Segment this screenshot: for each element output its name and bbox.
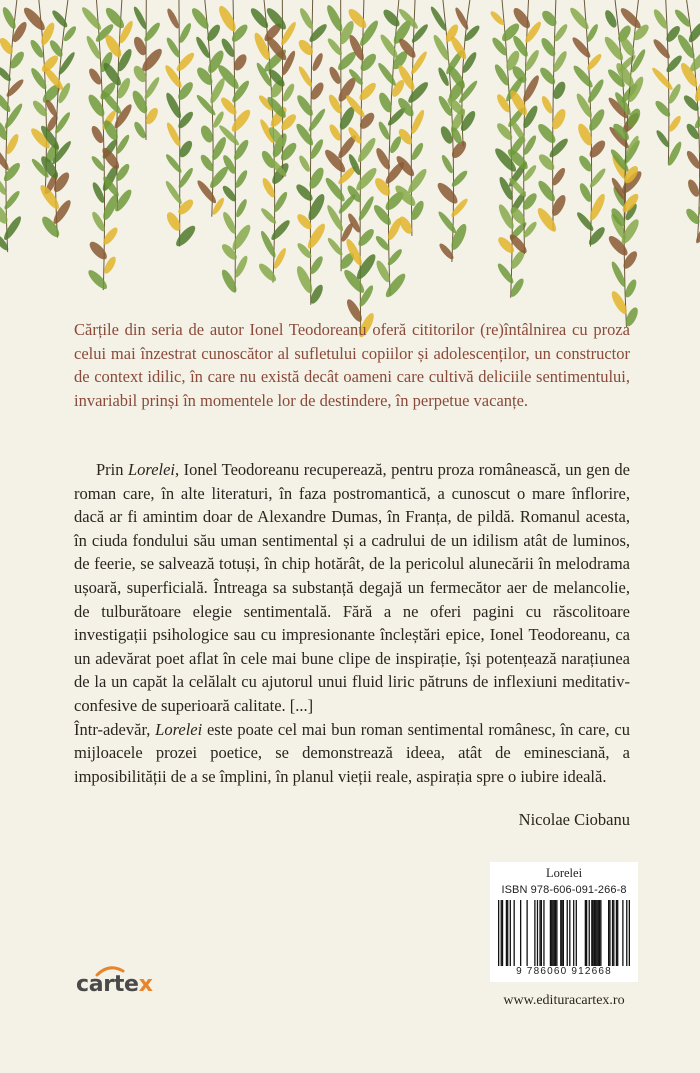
willow-branch (189, 0, 230, 217)
isbn-box (490, 862, 638, 982)
book-title: Lorelei (155, 719, 203, 739)
cartex-logo: cartex (76, 972, 153, 997)
isbn-book-title: Lorelei (545, 866, 583, 880)
review-paragraph-2: Într-adevăr, Lorelei este poate cel mai bun roman sentimental românesc, în care, cu mijloacele prozei poetice, se demonstrează ideea, atât de eminesciană, a imposibilității de a se împlini, în planul vieții reale, aspirația spre o iubire ideală. (74, 719, 630, 786)
willow-branch (294, 0, 329, 305)
isbn-number: ISBN 978-606-091-266-8 (501, 884, 627, 896)
willow-branch (0, 0, 29, 252)
barcode (496, 900, 632, 966)
review-paragraph-1: Prin Lorelei, Ionel Teodoreanu recuperează, pentru proza românească, un gen de roman care, în alte literaturi, în faza postromantică, a cunoscut o mare înflorire, dacă ar fi amintim doar de Alexandre Dumas, în Franța, de pildă. Romanul acesta, în ciuda fondului său uman sentimental și a cadrului de un idilism atât de luminos, de feerie, se salvează totuși, în chip hotărât, de la pericolul alunecării în melodrama ușoară, superficială. Întreaga sa substanță degajă un fermecător aer de melancolie, de tulburătoare elegie sentimentală. Fără a ne oferi pagini cu răscolitoare investigații psihologice sau cu impresionante încleștări epice, Ionel Teodoreanu, ca un adevărat poet aflat în cele mai bune clipe de inspirație, își potențează narațiunea de la un capăt la celălalt cu ajutorul unui fluid liric pătruns de inflexiuni meditativ-confesive de superioară calitate. [...] (74, 460, 631, 715)
willow-branch (130, 0, 165, 140)
willow-branch (21, 0, 63, 195)
publisher-website: www.edituracartex.ro (503, 993, 625, 1008)
willow-branch (445, 0, 482, 146)
willow-branch (568, 0, 608, 247)
review-author: Nicolae Ciobanu (518, 810, 630, 829)
review-text (74, 458, 630, 788)
intro-paragraph (74, 318, 630, 412)
intro-text: Cărțile din seria de autor Ionel Teodoreanu oferă cititorilor (re)întâlnirea cu proza celui mai înzestrat cunoscător al sufletului copiilor și adolescenților, un constructor de context idilic, în care nu există decât oameni care cultivă deliciile sentimentului, invariabil prinși în momentele lor de destindere, în perpetue vacanțe. (74, 320, 630, 410)
willow-branch (650, 0, 684, 167)
willow-branch (535, 0, 571, 234)
book-title: Lorelei (127, 460, 176, 479)
barcode-digits: 9 786060 912668 (516, 966, 612, 977)
willow-branch (163, 0, 198, 249)
willow-branch (341, 0, 380, 339)
